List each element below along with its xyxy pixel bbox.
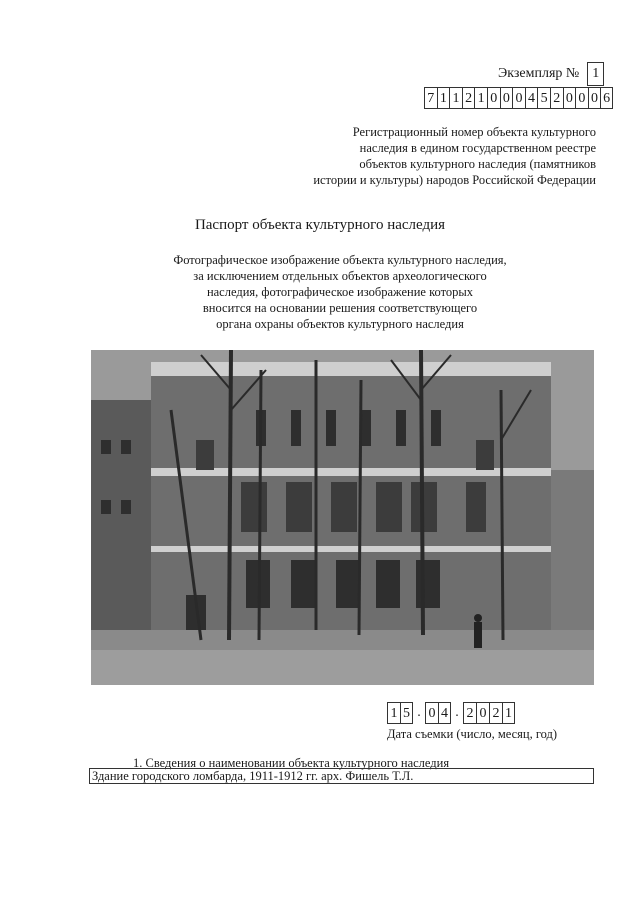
reg-digit: 6 (600, 87, 613, 109)
date-digit: 0 (425, 702, 438, 724)
reg-digit: 0 (588, 87, 601, 109)
registration-caption (266, 124, 596, 188)
reg-digit: 1 (449, 87, 462, 109)
reg-digit: 0 (512, 87, 525, 109)
date-separator: . (455, 705, 459, 720)
date-digit: 2 (463, 702, 476, 724)
reg-digit: 0 (500, 87, 513, 109)
date-digit: 1 (387, 702, 400, 724)
reg-caption-line: наследия в едином государственном реестре (359, 141, 596, 155)
date-digit: 4 (438, 702, 451, 724)
copy-number-row (498, 62, 604, 86)
reg-digit: 4 (525, 87, 538, 109)
section-1-title: 1. Сведения о наименовании объекта культурного наследия (133, 756, 450, 770)
shoot-date (387, 702, 515, 724)
reg-digit: 1 (474, 87, 487, 109)
reg-digit: 0 (487, 87, 500, 109)
object-name-field: Здание городского ломбарда, 1911-1912 гг. арх. Фишель Т.Л. (89, 768, 594, 784)
reg-digit: 0 (575, 87, 588, 109)
photo-caption-line: наследия, фотографическое изображение которых (206, 285, 474, 299)
reg-caption-line: объектов культурного наследия (памятников (359, 157, 596, 171)
photo-caption-line: Фотографическое изображение объекта культурного наследия, (173, 253, 507, 267)
photo-caption (140, 252, 540, 332)
date-digit: 0 (476, 702, 489, 724)
date-day (387, 702, 413, 724)
reg-digit: 5 (537, 87, 550, 109)
building-photo (91, 350, 594, 685)
date-digit: 1 (502, 702, 515, 724)
date-year (463, 702, 515, 724)
date-digit: 2 (489, 702, 502, 724)
copy-number-box: 1 (587, 62, 604, 86)
reg-digit: 2 (462, 87, 475, 109)
date-caption: Дата съемки (число, месяц, год) (387, 727, 558, 741)
reg-caption-line: Регистрационный номер объекта культурного (352, 125, 596, 139)
reg-digit: 7 (424, 87, 437, 109)
reg-digit: 1 (437, 87, 450, 109)
photo-caption-line: органа охраны объектов культурного наследия (216, 317, 464, 331)
reg-digit: 2 (550, 87, 563, 109)
registration-number (424, 87, 613, 109)
date-month (425, 702, 451, 724)
page-title: Паспорт объекта культурного наследия (194, 217, 446, 233)
date-digit: 5 (400, 702, 413, 724)
copy-label: Экземпляр № (498, 66, 580, 81)
date-separator: . (417, 705, 421, 720)
reg-caption-line: истории и культуры) народов Российской Федерации (313, 173, 596, 187)
reg-digit: 0 (563, 87, 576, 109)
photo-caption-line: за исключением отдельных объектов археологического (193, 269, 487, 283)
photo-caption-line: вносится на основании решения соответствующего (202, 301, 478, 315)
